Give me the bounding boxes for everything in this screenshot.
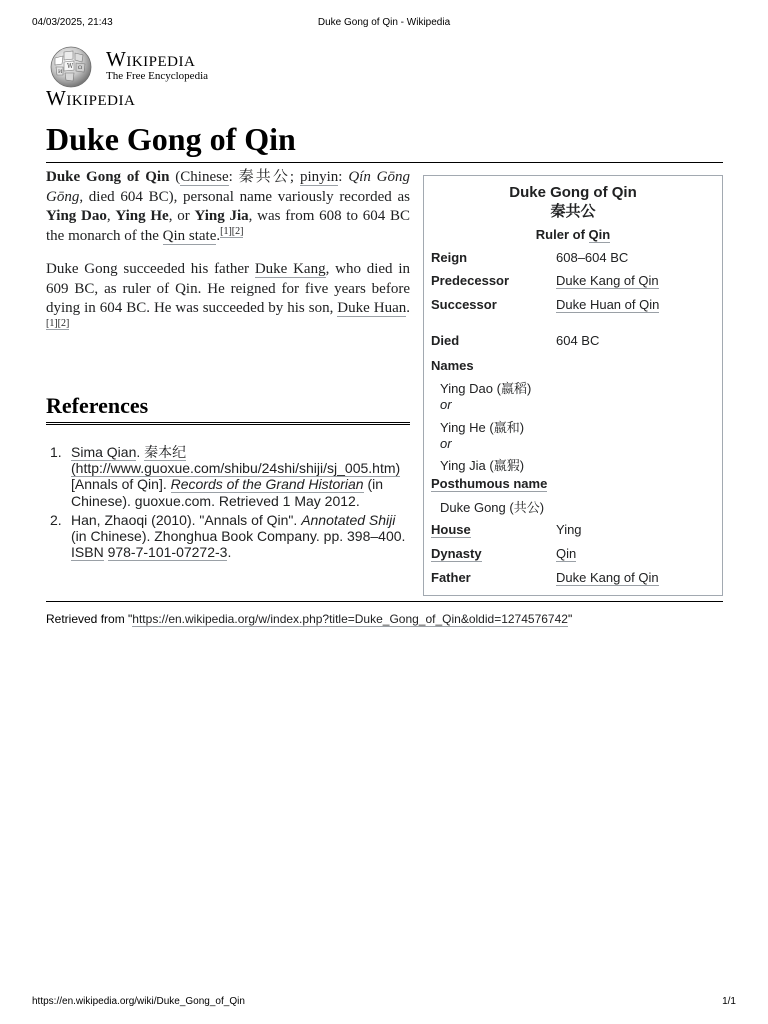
intro-paragraph <box>46 168 410 246</box>
text-fragment <box>104 544 108 560</box>
author-link[interactable]: Sima Qian <box>71 444 137 460</box>
infobox-row-predecessor <box>431 273 717 289</box>
text-fragment: , died 604 BC), personal name variously recorded as <box>79 188 410 205</box>
text-fragment: Han, Zhaoqi (2010). "Annals of Qin". <box>71 511 302 528</box>
isbn-link[interactable]: ISBN <box>71 544 104 561</box>
work-title: Annotated Shiji <box>301 511 396 528</box>
infobox-title <box>424 183 722 221</box>
wikipedia-logo[interactable] <box>45 42 245 90</box>
wikipedia-wordmark: Wikipedia <box>46 86 136 110</box>
retrieved-from <box>46 612 572 626</box>
logo-tagline: The Free Encyclopedia <box>106 70 209 82</box>
article-subject: Duke Gong of Qin <box>46 169 170 185</box>
names-label: Names <box>431 358 474 373</box>
citation-1[interactable]: [1] <box>46 317 58 329</box>
personal-name-2: Ying He <box>115 208 169 224</box>
print-footer <box>32 996 736 1010</box>
duke-huan-link[interactable]: Duke Huan <box>337 300 407 316</box>
predecessor-link[interactable]: Duke Kang of Qin <box>556 273 659 288</box>
article-body <box>46 168 410 352</box>
reference-item <box>50 512 410 561</box>
logo-wordmark: Wikipedia <box>106 47 196 71</box>
isbn-number-link[interactable]: 978-7-101-07272-3 <box>107 544 228 561</box>
name-entry: Ying Jia (嬴猳) <box>440 458 525 473</box>
infobox-row-died <box>431 333 717 349</box>
work-link[interactable]: Records of the Grand Historian <box>170 476 364 493</box>
infobox-title-cn: 秦共公 <box>550 203 596 220</box>
house-value: Ying <box>556 522 582 537</box>
retrieved-prefix: Retrieved from " <box>46 612 133 626</box>
personal-name-3: Ying Jia <box>194 208 249 224</box>
text-fragment: , was from 608 to 604 BC the monarch of the <box>46 208 411 244</box>
infobox-row-dynasty <box>431 546 717 562</box>
infobox-row-posthumous <box>431 476 717 492</box>
title-divider <box>46 162 723 163</box>
died-value: 604 BC <box>556 333 600 348</box>
qin-link[interactable]: Qin <box>588 227 611 242</box>
text-fragment: . <box>227 544 232 561</box>
text-fragment: Duke Gong succeeded his father <box>46 261 255 277</box>
chinese-link[interactable]: Chinese <box>180 169 229 185</box>
succession-paragraph <box>46 260 410 338</box>
source-title: 秦本纪 <box>144 444 187 460</box>
text-fragment: [Annals of Qin]. <box>71 476 171 493</box>
text-fragment: . <box>406 300 410 316</box>
references-divider <box>46 422 410 425</box>
footer-divider <box>46 601 723 602</box>
house-link[interactable]: House <box>431 522 471 537</box>
name-or: or <box>440 436 452 451</box>
name-entry: Ying He (嬴和) <box>440 420 525 435</box>
page-title: Duke Gong of Qin <box>46 121 296 157</box>
text-fragment: ( <box>169 169 181 185</box>
text-fragment: . <box>216 227 221 244</box>
print-page-title: Duke Gong of Qin - Wikipedia <box>317 17 451 28</box>
father-label: Father <box>431 570 471 585</box>
reference-item <box>50 444 410 509</box>
pinyin-text: Qín Gōng Gōng <box>46 169 411 205</box>
reference-number: 2. <box>50 511 62 528</box>
dynasty-link[interactable]: Dynasty <box>431 546 482 561</box>
posthumous-name-value: Duke Gong (共公) <box>440 500 545 515</box>
citation-1[interactable]: [1] <box>220 225 232 237</box>
print-url: https://en.wikipedia.org/wiki/Duke_Gong_of_Qin <box>32 996 245 1007</box>
infobox-title-en: Duke Gong of Qin <box>509 184 637 201</box>
references-list <box>50 444 410 563</box>
svg-text:W: W <box>67 63 74 70</box>
infobox-row-father <box>431 570 717 586</box>
name-or: or <box>440 397 452 412</box>
citation-2[interactable]: [2] <box>57 317 70 329</box>
print-page-number: 1/1 <box>722 996 736 1007</box>
permanent-link[interactable]: https://en.wikipedia.org/w/index.php?title=Duke_Gong_of_Qin&oldid=1274576742 <box>132 612 568 626</box>
text-fragment: (in Chinese). Zhonghua Book Company. pp. 398–400. <box>71 528 406 545</box>
print-datetime: 04/03/2025, 21:43 <box>32 17 113 28</box>
subtitle-prefix: Ruler of <box>535 227 589 242</box>
wikipedia-globe-icon <box>45 44 97 88</box>
infobox-row-successor <box>431 297 717 313</box>
infobox-row-house <box>431 522 717 538</box>
predecessor-label: Predecessor <box>431 273 510 288</box>
infobox-row-names <box>431 358 717 374</box>
duke-kang-link[interactable]: Duke Kang <box>254 261 326 277</box>
chinese-name: : 秦共公; <box>228 169 300 185</box>
infobox-subtitle <box>424 227 722 242</box>
name-entry: Ying Dao (嬴稻) <box>440 381 532 396</box>
citation-2[interactable]: [2] <box>231 225 244 237</box>
text-fragment: . <box>136 444 145 460</box>
retrieved-suffix: " <box>567 612 573 626</box>
died-label: Died <box>431 333 460 348</box>
reference-number: 1. <box>50 444 62 460</box>
text-fragment: , or <box>168 208 195 224</box>
successor-link[interactable]: Duke Huan of Qin <box>556 297 660 312</box>
svg-text:Ω: Ω <box>78 65 83 71</box>
svg-text:И: И <box>58 69 63 75</box>
reign-label: Reign <box>431 250 468 265</box>
text-fragment: , who died in 609 BC, as ruler of Qin. He reigned for five years before dying in 604 BC. He was succeeded by his son, <box>46 261 411 316</box>
text-fragment: : <box>338 169 349 185</box>
successor-label: Successor <box>431 297 497 312</box>
source-url: (http://www.guoxue.com/shibu/24shi/shiji/sj_005.htm) <box>71 460 401 477</box>
text-fragment: (in Chinese). guoxue.com. Retrieved 1 May 2012. <box>71 476 384 509</box>
pinyin-link[interactable]: pinyin <box>299 169 339 185</box>
dynasty-value-link[interactable]: Qin <box>556 546 577 561</box>
text-fragment: , <box>106 208 116 224</box>
references-heading: References <box>46 393 149 418</box>
infobox <box>423 175 723 596</box>
infobox-row-reign <box>431 250 717 266</box>
print-header <box>32 17 736 31</box>
personal-name-1: Ying Dao <box>46 208 107 224</box>
qin-state-link[interactable]: Qin state <box>162 227 217 244</box>
father-link[interactable]: Duke Kang of Qin <box>556 570 659 585</box>
reign-value: 608–604 BC <box>556 250 629 265</box>
posthumous-name-link[interactable]: Posthumous name <box>431 476 548 491</box>
